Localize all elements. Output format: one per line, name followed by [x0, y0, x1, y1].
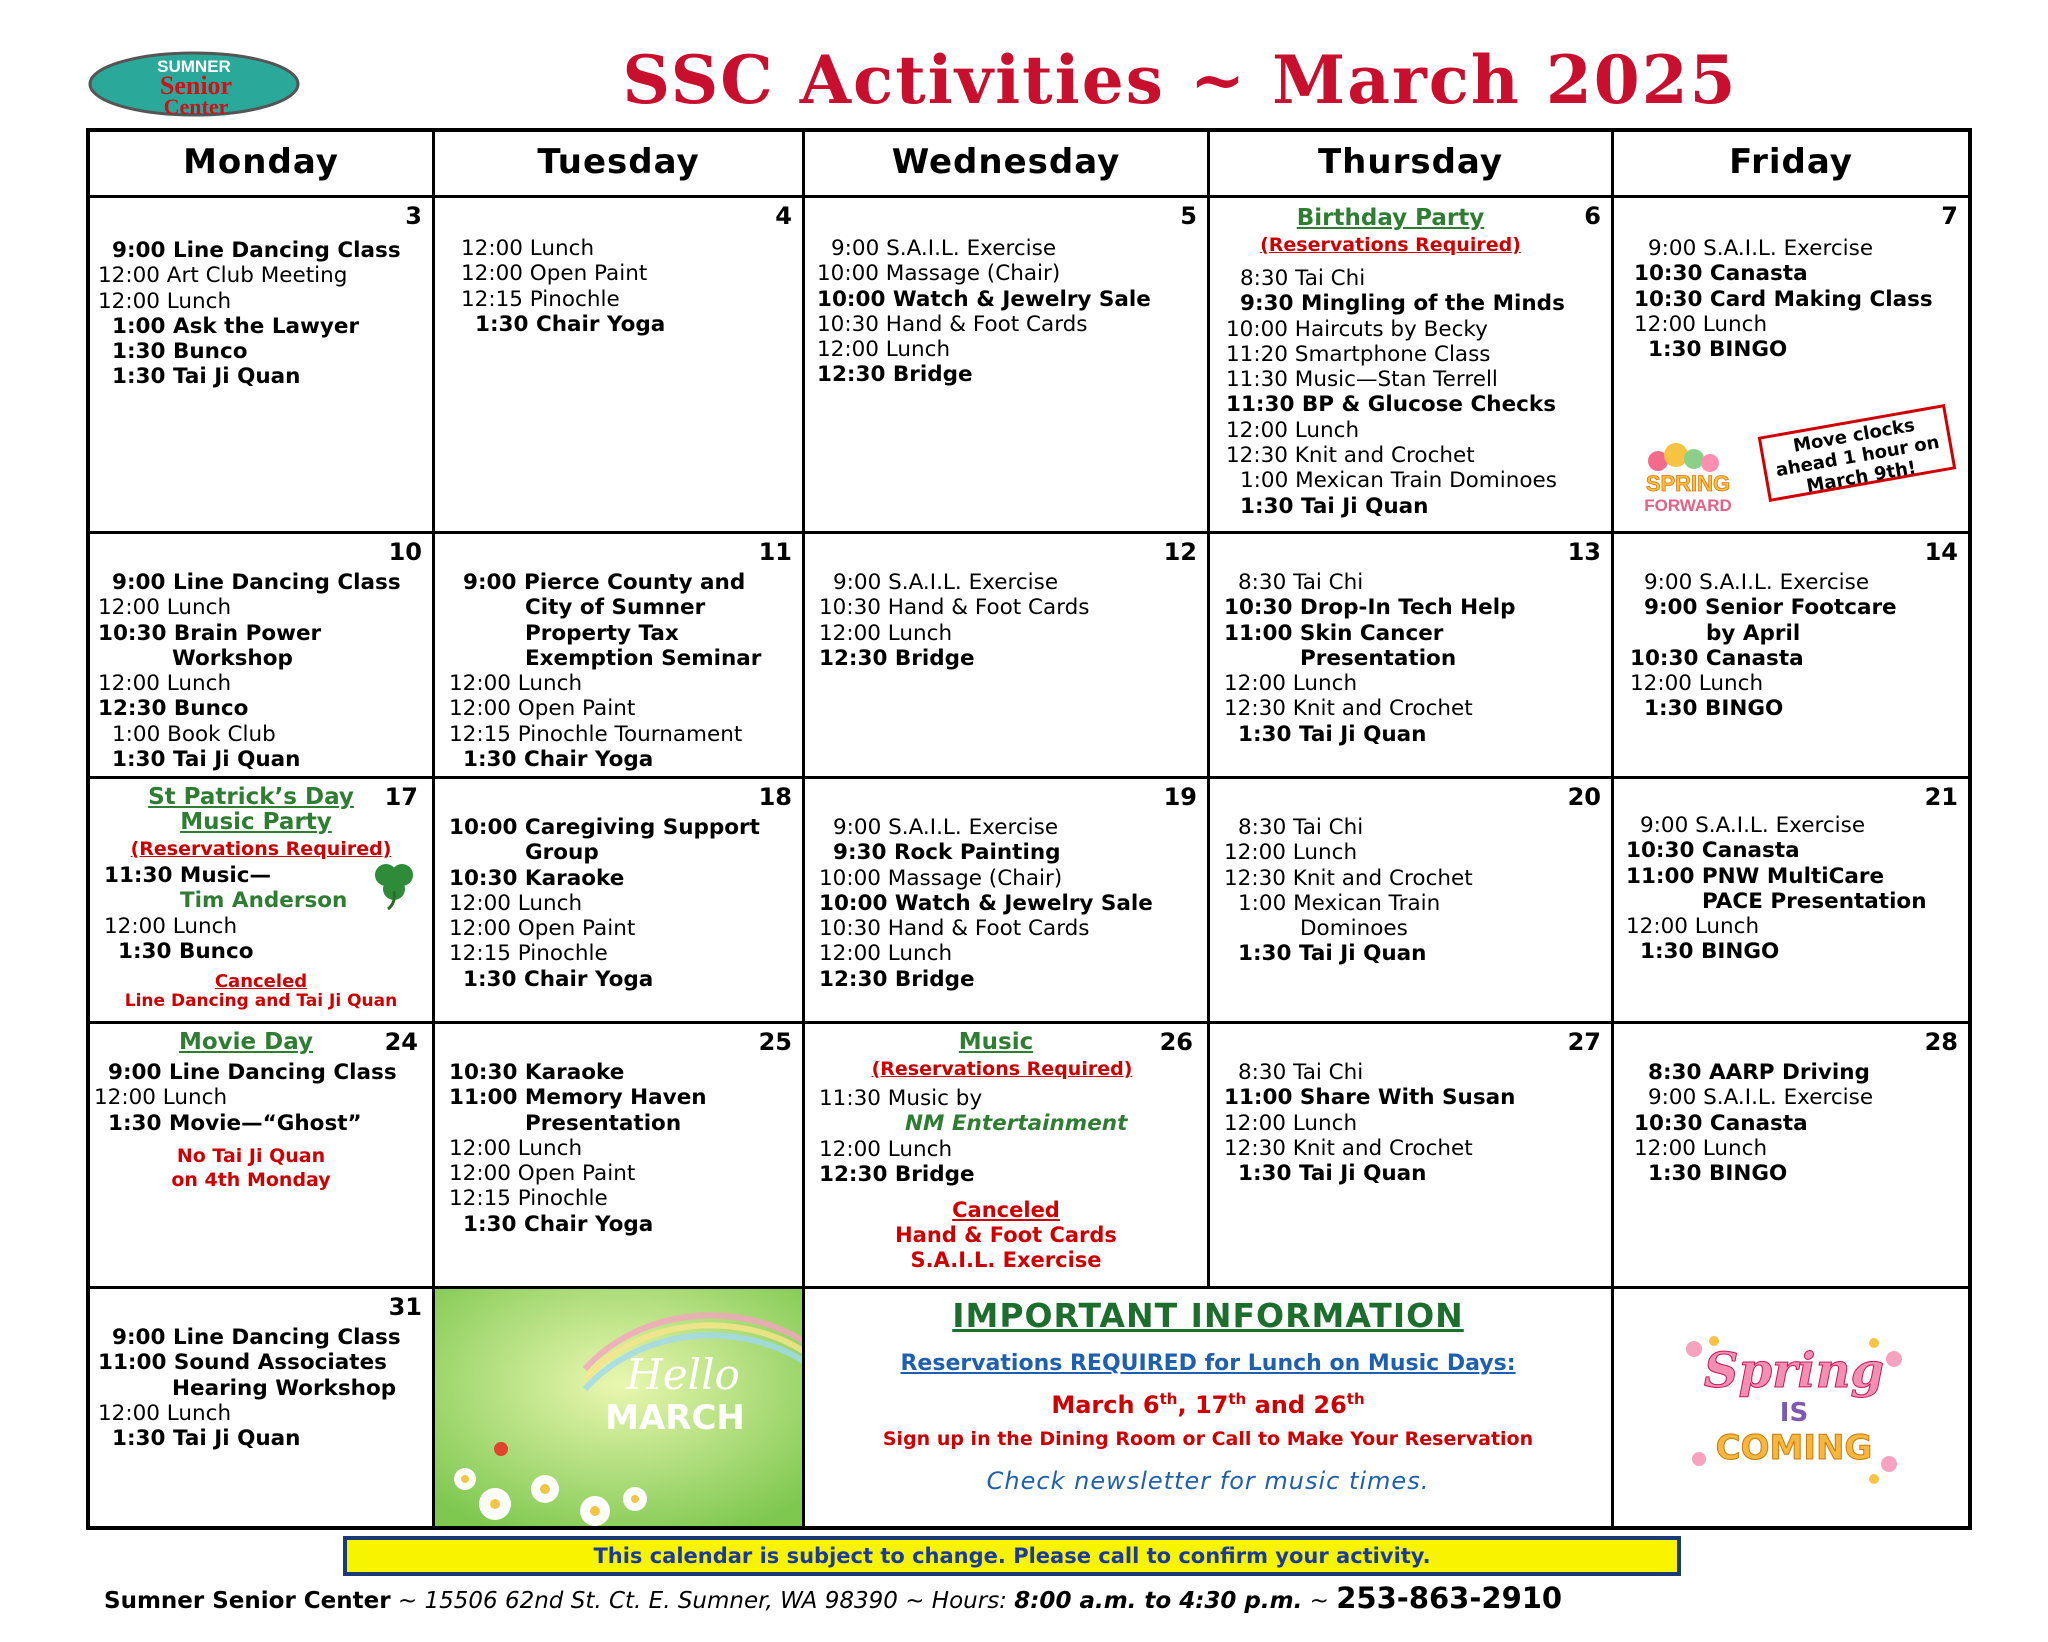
date-number: 6	[1584, 202, 1601, 230]
activity: 10:30 Hand & Foot Cards	[819, 595, 1090, 621]
logo-line-3: Center	[163, 94, 229, 118]
activity: 9:00 S.A.I.L. Exercise	[833, 815, 1059, 840]
activity: 10:30 Hand & Foot Cards	[819, 916, 1090, 942]
activity: City of Sumner	[525, 595, 706, 621]
music-time: 11:30 Music by	[819, 1086, 983, 1111]
activity: Hearing Workshop	[172, 1375, 397, 1401]
heading-wrap	[80, 810, 432, 835]
activity: 12:00 Open Paint	[449, 916, 636, 942]
canceled-item: S.A.I.L. Exercise	[910, 1248, 1102, 1272]
activity: 12:30 Knit and Crochet	[1224, 865, 1473, 891]
cell-march-26	[805, 1024, 1210, 1289]
date-number: 12	[1163, 538, 1197, 566]
activity: 1:30 BINGO	[1648, 1161, 1788, 1187]
activity-list	[817, 236, 1199, 388]
activity: 10:30 Card Making Class	[1634, 286, 1933, 312]
cell-march-27	[1210, 1024, 1614, 1289]
date-number: 21	[1924, 783, 1958, 811]
heading-wrap	[70, 785, 432, 810]
footer	[104, 1576, 1964, 1623]
reservation-wrap	[90, 836, 432, 862]
activity: 11:30 Music—Stan Terrell	[1226, 367, 1498, 393]
date-number: 28	[1924, 1028, 1958, 1056]
date-number: 4	[775, 202, 792, 230]
activity: 12:30 Bunco	[98, 696, 249, 722]
activity: 12:30 Bridge	[819, 645, 975, 671]
sumner-senior-center-logo	[86, 48, 302, 118]
cell-march-31	[90, 1289, 435, 1526]
activity: 12:00 Lunch	[819, 1136, 953, 1162]
activity: 10:30 Canasta	[1634, 261, 1808, 287]
date-number: 3	[405, 202, 422, 230]
activity: 8:30 AARP Driving	[1648, 1060, 1870, 1085]
activity: 12:00 Lunch	[819, 620, 953, 646]
music-performer: Tim Anderson	[180, 888, 348, 914]
activity-list	[819, 570, 1199, 671]
activity: 1:30 BINGO	[1644, 696, 1784, 722]
date-number: 20	[1567, 783, 1601, 811]
activity-list	[1226, 266, 1603, 519]
activity: 12:15 Pinochle	[449, 1186, 608, 1212]
activity: 1:30 Tai Ji Quan	[1238, 1161, 1427, 1187]
page-title: SSC Activities ~ March 2025	[622, 41, 1738, 119]
activity: 12:30 Knit and Crochet	[1226, 443, 1475, 469]
reservation-wrap	[1170, 232, 1611, 258]
activity: Group	[525, 840, 599, 866]
activity: 12:00 Lunch	[98, 288, 232, 314]
activity: 12:00 Lunch	[1634, 1135, 1768, 1161]
activity: 9:00 S.A.I.L. Exercise	[1640, 813, 1866, 838]
cell-march-17	[90, 779, 435, 1024]
date-sup: th	[1228, 1390, 1247, 1408]
date-number: 24	[384, 1028, 418, 1056]
activity: Presentation	[525, 1110, 682, 1136]
activity: 10:30 Canasta	[1626, 838, 1800, 864]
clock-change-note: Move clocks ahead 1 hour on March 9th!	[1758, 404, 1957, 502]
activity: 12:00 Lunch	[1630, 671, 1764, 697]
activity: 12:00 Lunch	[1224, 1110, 1358, 1136]
forward-text: FORWARD	[1644, 496, 1732, 515]
activity: Property Tax	[525, 620, 679, 646]
hello-march-image	[435, 1289, 802, 1526]
activity: 12:00 Lunch	[449, 890, 583, 916]
activity-list	[98, 1325, 424, 1451]
canceled-label: Canceled	[952, 1198, 1060, 1222]
activity-list	[1224, 570, 1603, 747]
day-header-friday: Friday	[1614, 128, 1968, 198]
activity: 12:30 Bridge	[817, 362, 973, 388]
activity: 12:00 Lunch	[1226, 417, 1360, 443]
activity: 12:00 Open Paint	[449, 696, 636, 722]
activity-list	[819, 815, 1199, 992]
date-sup: th	[1346, 1390, 1365, 1408]
activity: 10:00 Watch & Jewelry Sale	[817, 286, 1151, 312]
activity-list	[1626, 813, 1960, 965]
activity: 8:30 Tai Chi	[1240, 266, 1366, 291]
date-number: 25	[758, 1028, 792, 1056]
activity: 9:00 Line Dancing Class	[108, 1060, 397, 1085]
activity: Workshop	[172, 645, 293, 671]
info-title: IMPORTANT INFORMATION	[952, 1296, 1464, 1335]
activity: 12:00 Lunch	[817, 337, 951, 363]
activity: 9:30 Mingling of the Minds	[1240, 291, 1565, 317]
activity: 12:00 Lunch	[98, 671, 232, 697]
activity: 12:00 Lunch	[94, 1085, 228, 1111]
activity: 8:30 Tai Chi	[1238, 815, 1364, 840]
music-heading: Music	[958, 1029, 1034, 1055]
canceled-item: Hand & Foot Cards	[895, 1223, 1117, 1247]
day-header-thursday: Thursday	[1210, 128, 1614, 198]
date-number: 26	[1159, 1028, 1193, 1056]
info-sign-up: Sign up in the Dining Room or Call to Make Your Reservation	[882, 1428, 1534, 1450]
day-header-wednesday: Wednesday	[805, 128, 1210, 198]
activity: 9:00 Senior Footcare	[1644, 595, 1897, 621]
important-information	[805, 1289, 1614, 1526]
activity: 10:30 Canasta	[1634, 1110, 1808, 1136]
activity: 12:00 Open Paint	[449, 1161, 636, 1187]
spring-is-coming-graphic	[1674, 1329, 1914, 1489]
activity: 1:30 Chair Yoga	[463, 966, 654, 992]
activity: 9:00 Line Dancing Class	[112, 238, 401, 263]
reservation-required: (Reservations Required)	[130, 838, 392, 860]
footer-center-name: Sumner Senior Center	[104, 1588, 391, 1614]
activity: 12:00 Open Paint	[461, 261, 648, 287]
activity: 12:00 Lunch	[98, 595, 232, 621]
day-header-monday: Monday	[90, 128, 435, 198]
cell-march-11	[435, 534, 805, 779]
activity: 10:00 Caregiving Support	[449, 815, 760, 840]
activity: 11:00 Skin Cancer	[1224, 620, 1444, 646]
activity-list	[1634, 236, 1960, 362]
date-number: 19	[1163, 783, 1197, 811]
activity: 12:00 Lunch	[1634, 311, 1768, 337]
cell-march-5	[805, 198, 1210, 534]
activity-list	[461, 236, 794, 337]
activity: 9:00 Line Dancing Class	[112, 570, 401, 595]
shamrock-icon	[366, 861, 422, 911]
music-performer: NM Entertainment	[905, 1111, 1128, 1137]
activity: 10:00 Haircuts by Becky	[1226, 316, 1488, 342]
activity: 1:30 Tai Ji Quan	[112, 364, 301, 390]
cell-march-13	[1210, 534, 1614, 779]
day-header-tuesday: Tuesday	[435, 128, 805, 198]
canceled-label: Canceled	[214, 971, 308, 992]
date-number: 14	[1924, 538, 1958, 566]
activity: 1:30 Tai Ji Quan	[112, 1426, 301, 1452]
info-reservations: Reservations REQUIRED for Lunch on Music Days:	[900, 1351, 1516, 1376]
date-number: 7	[1941, 202, 1958, 230]
activity: 12:30 Knit and Crochet	[1224, 696, 1473, 722]
activity: 1:30 Chair Yoga	[475, 311, 666, 337]
activity: 1:30 Tai Ji Quan	[112, 747, 301, 773]
activity: 12:00 Lunch	[104, 913, 238, 939]
activity: 8:30 Tai Chi	[1238, 1060, 1364, 1085]
activity: 10:00 Watch & Jewelry Sale	[819, 890, 1153, 916]
activity-list	[98, 238, 424, 390]
activity: 12:00 Lunch	[1224, 840, 1358, 866]
date-text: and 26	[1246, 1391, 1347, 1419]
activity: 11:00 Memory Haven	[449, 1085, 707, 1111]
activity: 10:30 Hand & Foot Cards	[817, 311, 1088, 337]
activity-list	[1224, 815, 1603, 967]
cell-march-14	[1614, 534, 1968, 779]
activity: 1:00 Mexican Train	[1238, 890, 1441, 916]
cell-march-3	[90, 198, 435, 534]
spring-coming-cell	[1614, 1289, 1968, 1526]
activity: 9:00 S.A.I.L. Exercise	[1644, 570, 1870, 595]
activity: 11:20 Smartphone Class	[1226, 341, 1491, 367]
activity: 9:00 Line Dancing Class	[112, 1325, 401, 1350]
date-number: 17	[384, 783, 418, 811]
date-number: 5	[1180, 202, 1197, 230]
change-notice-banner: This calendar is subject to change. Please call to confirm your activity.	[343, 1536, 1681, 1576]
activity: 1:30 Tai Ji Quan	[1238, 941, 1427, 967]
activity: 1:00 Ask the Lawyer	[112, 313, 360, 339]
activity: 1:00 Mexican Train Dominoes	[1240, 468, 1557, 494]
date-number: 18	[758, 783, 792, 811]
cell-march-25	[435, 1024, 805, 1289]
activity: 9:00 S.A.I.L. Exercise	[833, 570, 1059, 595]
activity: 10:00 Massage (Chair)	[819, 865, 1063, 891]
activity: 10:30 Canasta	[1630, 645, 1804, 671]
activity: 12:00 Lunch	[461, 236, 595, 261]
cell-march-28	[1614, 1024, 1968, 1289]
spring-word: Spring	[1703, 1343, 1885, 1399]
reservation-required: (Reservations Required)	[1260, 234, 1521, 256]
activity: 12:00 Lunch	[1626, 914, 1760, 940]
info-check-newsletter: Check newsletter for music times.	[986, 1467, 1430, 1495]
reservation-wrap	[797, 1056, 1207, 1082]
activity: 9:00 Pierce County and	[463, 570, 746, 595]
spring-text: SPRING	[1645, 471, 1731, 496]
footer-sep: ~	[1302, 1588, 1337, 1614]
activity: 1:30 BINGO	[1640, 939, 1780, 965]
date-text: March 6	[1051, 1391, 1160, 1419]
is-word: IS	[1779, 1398, 1809, 1428]
activity: 10:30 Brain Power	[98, 620, 322, 646]
cell-march-18	[435, 779, 805, 1024]
heading-wrap	[1170, 202, 1611, 231]
music-line	[819, 1086, 1199, 1111]
activity: 12:00 Lunch	[819, 941, 953, 967]
activity: 12:30 Bridge	[819, 966, 975, 992]
activity-list	[98, 570, 424, 772]
cell-march-20	[1210, 779, 1614, 1024]
activity: Exemption Seminar	[525, 645, 762, 671]
logo-line-2: Senior	[159, 71, 233, 100]
activity: 1:30 Tai Ji Quan	[1240, 493, 1429, 519]
canceled-detail: Line Dancing and Tai Ji Quan	[124, 991, 398, 1011]
activity: 12:15 Pinochle	[449, 941, 608, 967]
info-dates	[805, 1387, 1611, 1418]
activity: 1:30 Chair Yoga	[463, 1211, 654, 1237]
spring-forward-graphic	[1628, 443, 1748, 523]
activity-list	[449, 815, 794, 992]
music-time: 11:30 Music—	[104, 863, 272, 888]
activity: by April	[1706, 620, 1801, 646]
date-number: 13	[1567, 538, 1601, 566]
activity-list	[819, 1086, 1199, 1187]
cell-march-12	[805, 534, 1210, 779]
activity: 11:00 Sound Associates	[98, 1350, 387, 1376]
activity: 12:00 Lunch	[449, 671, 583, 697]
heading-wrap	[785, 1030, 1207, 1055]
activity: 12:00 Lunch	[449, 1135, 583, 1161]
activity: 9:00 S.A.I.L. Exercise	[831, 236, 1057, 261]
activity: 11:00 PNW MultiCare	[1626, 863, 1885, 889]
activity: 12:00 Lunch	[1224, 671, 1358, 697]
activity: 1:30 Bunco	[112, 339, 248, 365]
date-text: , 17	[1177, 1391, 1229, 1419]
activity: 1:30 Tai Ji Quan	[1238, 721, 1427, 747]
cell-march-24	[90, 1024, 435, 1289]
cell-march-19	[805, 779, 1210, 1024]
date-number: 31	[388, 1293, 422, 1321]
hello-march-cell	[435, 1289, 805, 1526]
activity: 12:15 Pinochle	[461, 286, 620, 312]
activity: 11:30 BP & Glucose Checks	[1226, 392, 1556, 418]
activity: Dominoes	[1300, 916, 1408, 942]
activity-list	[1224, 1060, 1603, 1186]
date-sup: th	[1159, 1390, 1178, 1408]
coming-word: COMING	[1715, 1428, 1873, 1468]
activity-list	[449, 570, 794, 772]
activity: Presentation	[1300, 645, 1457, 671]
activity: 9:30 Rock Painting	[833, 840, 1061, 866]
canceled-wrap	[805, 1198, 1207, 1223]
activity: 1:30 Chair Yoga	[463, 747, 654, 773]
activity-list	[94, 1060, 424, 1136]
activity: 11:00 Share With Susan	[1224, 1085, 1516, 1111]
activity: 10:30 Karaoke	[449, 1060, 625, 1085]
activity: 1:00 Book Club	[112, 721, 276, 747]
activity-list	[1630, 570, 1960, 722]
activity-list	[449, 1060, 794, 1237]
logo-line-1: SUMNER	[157, 57, 231, 76]
march-text: MARCH	[605, 1398, 745, 1438]
activity: 8:30 Tai Chi	[1238, 570, 1364, 595]
activity: 1:30 Bunco	[118, 938, 254, 964]
heading-wrap	[60, 1030, 432, 1055]
no-tai-ji-note-2: on 4th Monday	[171, 1169, 331, 1191]
activity: 9:00 S.A.I.L. Exercise	[1648, 1085, 1874, 1111]
activity: 1:30 Movie—“Ghost”	[108, 1110, 362, 1136]
footer-phone: 253-863-2910	[1336, 1581, 1563, 1615]
activity-list	[1634, 1060, 1960, 1186]
activity: 10:30 Drop-In Tech Help	[1224, 595, 1516, 621]
hello-text: Hello	[626, 1350, 740, 1399]
music-party-heading: Music Party	[180, 809, 332, 835]
cell-march-4	[435, 198, 805, 534]
activity: PACE Presentation	[1702, 888, 1927, 914]
date-number: 11	[758, 538, 792, 566]
activity: 12:15 Pinochle Tournament	[449, 721, 743, 747]
movie-day-heading: Movie Day	[178, 1029, 314, 1055]
cell-march-21	[1614, 779, 1968, 1024]
birthday-party-heading: Birthday Party	[1296, 205, 1485, 231]
activity: 10:00 Massage (Chair)	[817, 261, 1061, 287]
activity: 12:00 Lunch	[98, 1400, 232, 1426]
activity: 9:00 S.A.I.L. Exercise	[1648, 236, 1874, 261]
activity: 12:00 Art Club Meeting	[98, 263, 348, 289]
cell-march-10	[90, 534, 435, 779]
no-tai-ji-note: No Tai Ji Quan	[176, 1145, 326, 1167]
cell-march-6	[1210, 198, 1614, 534]
footer-address: ~ 15506 62nd St. Ct. E. Sumner, WA 98390 ~ Hours:	[390, 1588, 1015, 1614]
activity: 12:30 Bridge	[819, 1161, 975, 1187]
footer-hours: 8:00 a.m. to 4:30 p.m.	[1014, 1588, 1303, 1614]
activity: 12:30 Knit and Crochet	[1224, 1135, 1473, 1161]
reservation-required: (Reservations Required)	[871, 1058, 1133, 1080]
activity: 1:30 BINGO	[1648, 337, 1788, 363]
activity: 10:30 Karaoke	[449, 865, 625, 891]
date-number: 27	[1567, 1028, 1601, 1056]
st-patricks-heading: St Patrick’s Day	[148, 784, 354, 810]
date-number: 10	[388, 538, 422, 566]
